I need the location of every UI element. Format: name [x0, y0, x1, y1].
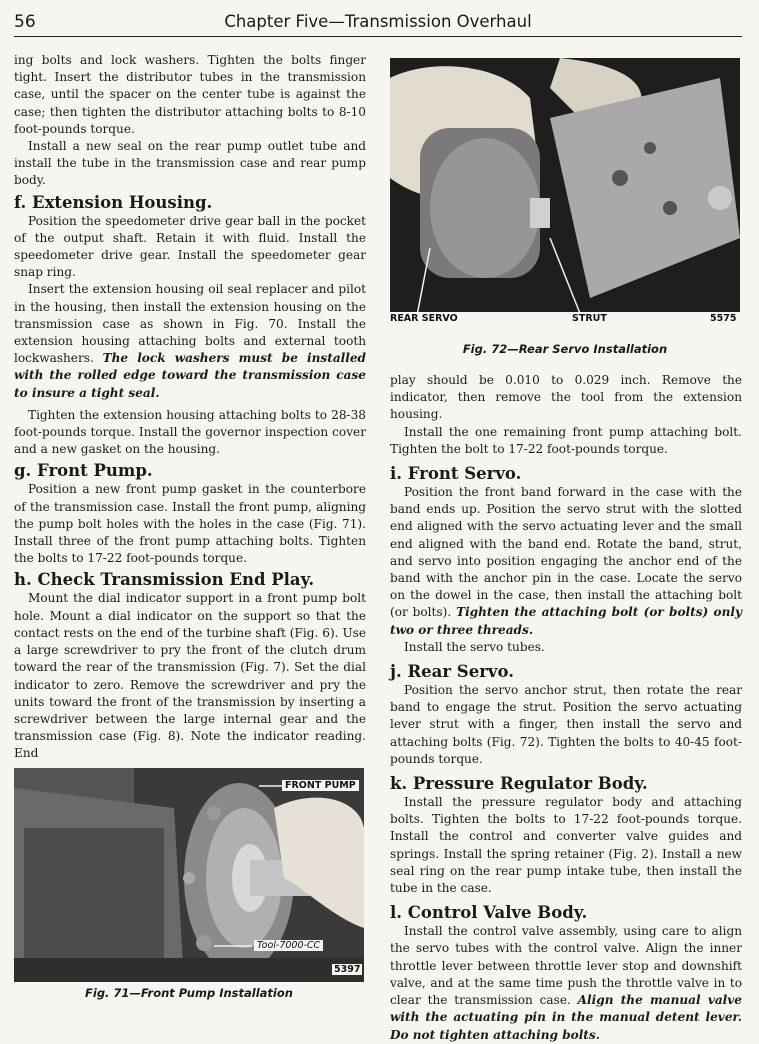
emphasis-text: Align the manual valve with the actuating pin in the manual detent lever. Do not tighten attaching bolts.: [390, 993, 742, 1042]
paragraph: Tighten the extension housing attaching bolts to 28-38 foot-pounds torque. Install the governor inspection cover and a new gasket on the housing.: [14, 407, 366, 457]
section-heading-rear-servo: j. Rear Servo.: [390, 662, 514, 682]
rear-servo-illustration: [390, 58, 740, 326]
section-heading-front-servo: i. Front Servo.: [390, 464, 522, 484]
paragraph: Position the servo anchor strut, then rotate the rear band to engage the strut. Position the servo actuating lever strut with a finger, then install the servo and attaching bolts (Fig. 72). Tighten the bolts to 40-45 foot-pounds torque.: [390, 683, 742, 766]
figure-72-photo: [390, 58, 740, 326]
figure-number: 5397: [334, 964, 361, 975]
paragraph: [14, 281, 366, 401]
text-run: Position the front band forward in the case with the band ends up. Position the servo strut with the slotted end aligned with the servo actuating lever and the small end aligned with the band end. Rotate the band, strut, and servo into position engaging the anchor end of the band with the anchor pin in the case. Locate the servo on the dowel in the case, then install the attaching bolt (or bolts).: [390, 485, 742, 620]
figure-71-caption: Fig. 71—Front Pump Installation: [85, 986, 293, 1000]
paragraph: [390, 484, 742, 639]
paragraph: Install a new seal on the rear pump outlet tube and install the tube in the transmission case and rear pump body.: [14, 139, 366, 188]
emphasis-text: Tighten the attaching bolt (or bolts) only two or three threads.: [390, 605, 742, 637]
text-run: Insert the extension housing oil seal replacer and pilot in the housing, then install the extension housing on the transmission case as shown in Fig. 70. Install the extension housing attaching bolts and external tooth lockwashers.: [14, 282, 366, 366]
label-front-pump: FRONT PUMP: [282, 780, 359, 791]
paragraph: Mount the dial indicator support in a front pump bolt hole. Mount a dial indicator on the support so that the contact rests on the end of the turbine shaft (Fig. 6). Use a large screwdriver to pry the front of the clutch drum toward the rear of the transmission (Fig. 7). Set the dial indicator to zero. Remove the screwdriver and pry the units toward the front of the transmission by inserting a screwdriver between the large internal gear and the transmission case (Fig. 8). Note the indicator reading. End: [14, 591, 366, 761]
section-heading-extension-housing: f. Extension Housing.: [14, 192, 213, 212]
paragraph: Install the one remaining front pump attaching bolt. Tighten the bolt to 17-22 foot-pounds torque.: [390, 424, 742, 456]
figure-number: 5575: [710, 313, 737, 324]
paragraph: ing bolts and lock washers. Tighten the bolts finger tight. Insert the distributor tubes in the transmission case, until the spacer on the center tube is against the case; then tighten the distributor attaching bolts to 8-10 foot-pounds torque.: [14, 53, 366, 136]
section-heading-end-play: h. Check Transmission End Play.: [14, 570, 315, 590]
section-heading-front-pump: g. Front Pump.: [14, 461, 153, 481]
label-strut: STRUT: [572, 313, 607, 324]
paragraph: [390, 923, 742, 1043]
left-column: [14, 52, 366, 763]
paragraph: Position the speedometer drive gear ball in the pocket of the output shaft. Retain it with fluid. Install the speedometer drive gear. Install the speedometer gear snap ring.: [14, 213, 366, 280]
paragraph: Install the servo tubes.: [404, 639, 545, 654]
right-column: [390, 372, 742, 1044]
emphasis-text: The lock washers must be installed with the rolled edge toward the transmission case to insure a tight seal.: [14, 351, 366, 400]
page-header: [14, 10, 742, 37]
chapter-title: Chapter Five—Transmission Overhaul: [224, 12, 532, 31]
label-rear-servo: REAR SERVO: [390, 313, 458, 324]
paragraph: Install the pressure regulator body and attaching bolts. Tighten the bolts to 17-22 foot-pounds torque. Install the control and converter valve guides and springs. Install the spring retainer (Fig. 2). Install a new seal ring on the rear pump intake tube, then install the tube in the case.: [390, 795, 742, 896]
section-heading-pressure-regulator: k. Pressure Regulator Body.: [390, 774, 648, 794]
figure-71-photo: [14, 768, 364, 982]
figure-72-caption: Fig. 72—Rear Servo Installation: [462, 342, 668, 356]
page-number: 56: [14, 12, 36, 32]
paragraph: Position a new front pump gasket in the counterbore of the transmission case. Install the front pump, aligning the pump bolt holes with the holes in the case (Fig. 71). Install three of the front pump attaching bolts. Tighten the bolts to 17-22 foot-pounds torque.: [14, 482, 366, 566]
label-tool: Tool-7000-CC: [254, 940, 323, 951]
text-run: Install the control valve assembly, using care to align the servo tubes with the control valve. Align the inner throttle lever between throttle lever stop and downshift valve, and at the same time push the throttle valve in to clear the transmission case.: [390, 924, 742, 1008]
paragraph: play should be 0.010 to 0.029 inch. Remove the indicator, then remove the tool from the extension housing.: [390, 373, 742, 422]
section-heading-control-valve: l. Control Valve Body.: [390, 903, 588, 923]
